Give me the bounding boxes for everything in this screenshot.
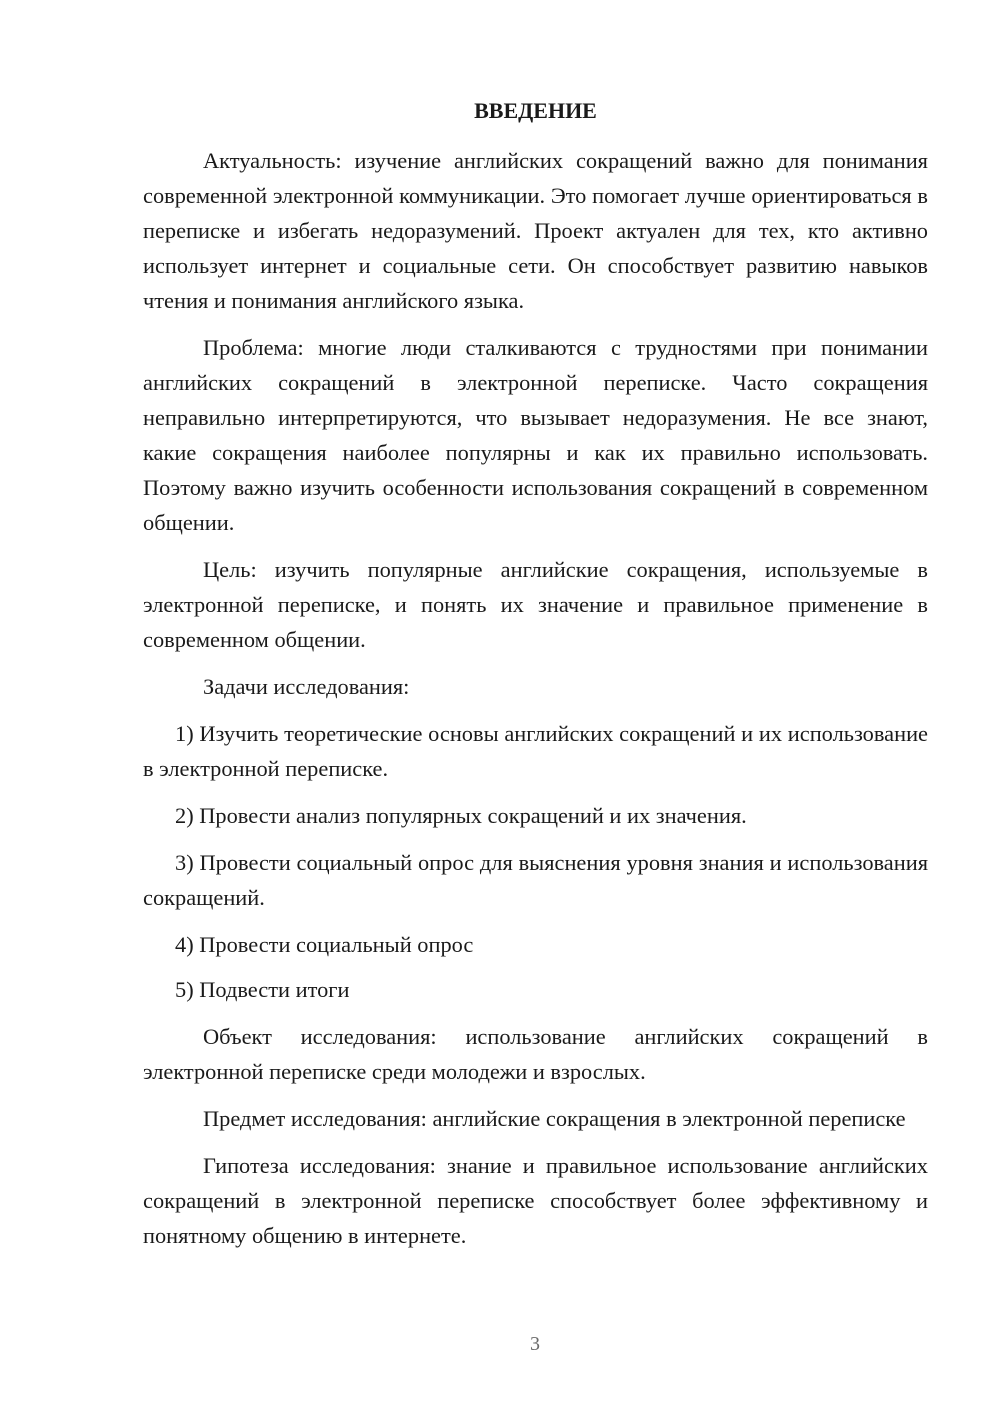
document-page bbox=[143, 95, 928, 1253]
subject-paragraph: Предмет исследования: английские сокращения в электронной переписке bbox=[203, 1106, 906, 1131]
page-number: 3 bbox=[530, 1333, 540, 1355]
relevance-paragraph: Актуальность: изучение английских сокращений важно для понимания современной электронной коммуникации. Это помогает лучше ориентироваться в переписке и избегать недоразумений. Проект актуален для тех, кто активно использует интернет и социальные сети. Он способствует развитию навыков чтения и понимания английского языка. bbox=[143, 148, 928, 313]
task-item-1: 1) Изучить теоретические основы английских сокращений и их использование в электронной переписке. bbox=[143, 721, 928, 781]
section-heading: ВВЕДЕНИЕ bbox=[474, 98, 597, 123]
task-item-5: 5) Подвести итоги bbox=[175, 977, 350, 1002]
hypothesis-paragraph: Гипотеза исследования: знание и правильное использование английских сокращений в электронной переписке способствует более эффективному и понятному общению в интернете. bbox=[143, 1153, 928, 1248]
task-item-2: 2) Провести анализ популярных сокращений и их значения. bbox=[175, 803, 747, 828]
object-paragraph: Объект исследования: использование английских сокращений в электронной переписке среди молодежи и взрослых. bbox=[143, 1024, 928, 1084]
task-item-4: 4) Провести социальный опрос bbox=[175, 932, 474, 957]
problem-paragraph: Проблема: многие люди сталкиваются с трудностями при понимании английских сокращений в электронной переписке. Часто сокращения неправильно интерпретируются, что вызывает недоразумения. Не все знают, какие сокращения наиболее популярны и как их правильно использовать. Поэтому важно изучить особенности использования сокращений в современном общении. bbox=[143, 335, 928, 535]
task-item-3: 3) Провести социальный опрос для выяснения уровня знания и использования сокращений. bbox=[143, 850, 928, 910]
tasks-title: Задачи исследования: bbox=[203, 674, 410, 699]
goal-paragraph: Цель: изучить популярные английские сокращения, используемые в электронной переписке, и понять их значение и правильное применение в современном общении. bbox=[143, 557, 928, 652]
